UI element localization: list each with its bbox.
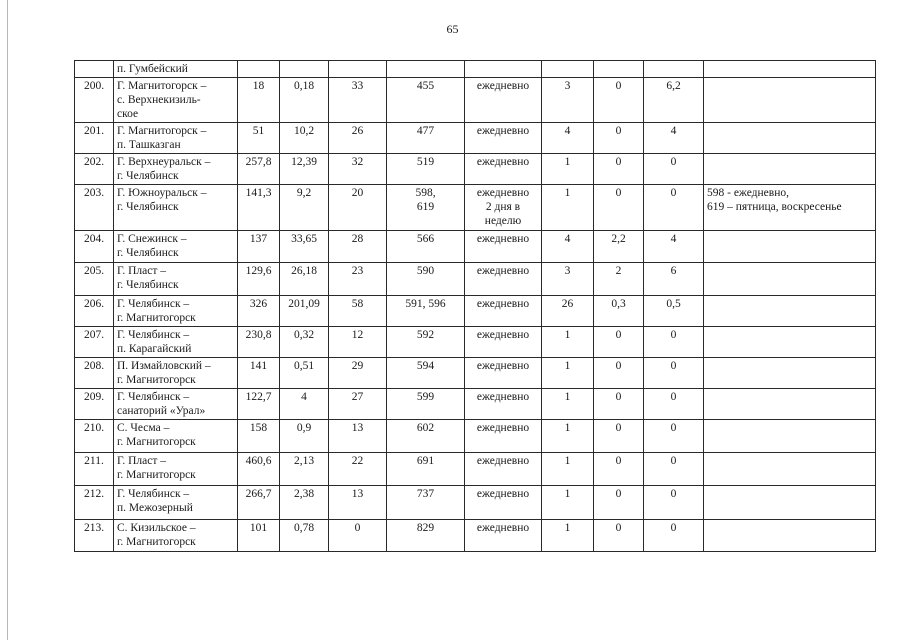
note-cell — [704, 231, 876, 263]
registration-number-cell — [387, 486, 465, 520]
carriers-cell: 28 — [329, 231, 387, 263]
registration-number-line: 737 — [416, 488, 435, 500]
route-cell — [114, 520, 238, 552]
value-3-cell: 0 — [644, 520, 704, 552]
note-line: 598 - ежедневно, — [707, 187, 789, 199]
row-number-cell: 200. — [75, 78, 114, 123]
routes-table — [74, 60, 876, 552]
frequency-line: ежедневно — [476, 488, 530, 500]
frequency-line: ежедневно — [476, 329, 530, 341]
route-line: Г. Магнитогорск – — [117, 80, 207, 92]
table-row — [75, 453, 876, 486]
value-2-cell: 0 — [594, 420, 644, 453]
flow-cell — [280, 61, 329, 78]
registration-number-line: 590 — [416, 265, 435, 277]
route-line: санаторий «Урал» — [117, 405, 206, 417]
value-1-cell: 3 — [542, 78, 594, 123]
value-2-cell: 0 — [594, 389, 644, 420]
registration-number-line: 566 — [416, 233, 435, 245]
registration-number-cell — [387, 420, 465, 453]
row-number-cell: 206. — [75, 296, 114, 327]
table-row — [75, 61, 876, 78]
route-line: г. Магнитогорск — [117, 436, 196, 448]
note-cell — [704, 486, 876, 520]
route-line: Г. Челябинск – — [117, 391, 190, 403]
note-cell — [704, 154, 876, 185]
route-line: Г. Южноуральск – — [117, 187, 207, 199]
value-1-cell: 3 — [542, 263, 594, 296]
value-1-cell: 1 — [542, 154, 594, 185]
value-3-cell — [644, 61, 704, 78]
value-1-cell: 1 — [542, 358, 594, 389]
value-2-cell: 0 — [594, 78, 644, 123]
registration-number-cell — [387, 231, 465, 263]
flow-cell: 2,38 — [280, 486, 329, 520]
value-3-cell: 4 — [644, 231, 704, 263]
carriers-cell: 32 — [329, 154, 387, 185]
frequency-line: неделю — [484, 215, 522, 227]
value-2-cell: 0 — [594, 154, 644, 185]
distance-cell — [238, 61, 280, 78]
row-number-cell — [75, 61, 114, 78]
note-cell — [704, 185, 876, 231]
value-2-cell: 2,2 — [594, 231, 644, 263]
value-1-cell: 1 — [542, 520, 594, 552]
scan-edge-line — [7, 0, 8, 640]
value-3-cell: 0 — [644, 185, 704, 231]
routes-table-body — [75, 61, 876, 552]
flow-cell: 0,9 — [280, 420, 329, 453]
registration-number-line: 591, 596 — [405, 298, 446, 310]
value-1-cell: 1 — [542, 486, 594, 520]
frequency-cell — [465, 61, 542, 78]
table-row — [75, 123, 876, 154]
value-2-cell: 0,3 — [594, 296, 644, 327]
row-number-cell: 204. — [75, 231, 114, 263]
table-row — [75, 327, 876, 358]
value-1-cell — [542, 61, 594, 78]
table-row — [75, 185, 876, 231]
note-cell — [704, 389, 876, 420]
value-1-cell: 1 — [542, 185, 594, 231]
value-2-cell: 0 — [594, 327, 644, 358]
frequency-line: ежедневно — [476, 80, 530, 92]
frequency-cell — [465, 231, 542, 263]
registration-number-cell — [387, 263, 465, 296]
flow-cell: 2,13 — [280, 453, 329, 486]
value-1-cell: 1 — [542, 389, 594, 420]
row-number-cell: 205. — [75, 263, 114, 296]
route-cell — [114, 123, 238, 154]
value-1-cell: 4 — [542, 231, 594, 263]
route-line: г. Челябинск — [117, 247, 179, 259]
registration-number-cell — [387, 453, 465, 486]
row-number-cell: 202. — [75, 154, 114, 185]
route-cell — [114, 185, 238, 231]
frequency-line: ежедневно — [476, 298, 530, 310]
registration-number-line: 477 — [416, 125, 435, 137]
route-line: Г. Челябинск – — [117, 488, 190, 500]
flow-cell: 0,51 — [280, 358, 329, 389]
route-cell — [114, 78, 238, 123]
value-3-cell: 0 — [644, 327, 704, 358]
route-cell — [114, 389, 238, 420]
flow-cell: 33,65 — [280, 231, 329, 263]
frequency-cell — [465, 154, 542, 185]
route-line: Г. Магнитогорск – — [117, 125, 207, 137]
note-cell — [704, 263, 876, 296]
route-cell — [114, 358, 238, 389]
route-line: С. Чесма – — [117, 422, 170, 434]
route-cell — [114, 486, 238, 520]
registration-number-cell — [387, 327, 465, 358]
flow-cell: 10,2 — [280, 123, 329, 154]
registration-number-line: 594 — [416, 360, 435, 372]
row-number-cell: 207. — [75, 327, 114, 358]
value-3-cell: 6,2 — [644, 78, 704, 123]
frequency-cell — [465, 185, 542, 231]
route-line: Г. Челябинск – — [117, 329, 190, 341]
row-number-cell: 208. — [75, 358, 114, 389]
value-2-cell: 0 — [594, 185, 644, 231]
route-line: г. Челябинск — [117, 170, 179, 182]
distance-cell: 122,7 — [238, 389, 280, 420]
distance-cell: 101 — [238, 520, 280, 552]
frequency-cell — [465, 420, 542, 453]
frequency-line: ежедневно — [476, 265, 530, 277]
route-line: с. Верхнекизиль- — [117, 94, 201, 106]
frequency-cell — [465, 123, 542, 154]
row-number-cell: 212. — [75, 486, 114, 520]
value-1-cell: 1 — [542, 420, 594, 453]
distance-cell: 141 — [238, 358, 280, 389]
value-3-cell: 0 — [644, 389, 704, 420]
route-cell — [114, 263, 238, 296]
route-line: Г. Пласт – — [117, 455, 167, 467]
distance-cell: 18 — [238, 78, 280, 123]
frequency-line: ежедневно — [476, 422, 530, 434]
route-line: г. Магнитогорск — [117, 312, 196, 324]
flow-cell: 12,39 — [280, 154, 329, 185]
registration-number-line: 599 — [416, 391, 435, 403]
registration-number-cell — [387, 296, 465, 327]
flow-cell: 0,32 — [280, 327, 329, 358]
route-cell — [114, 231, 238, 263]
frequency-line: ежедневно — [476, 156, 530, 168]
note-cell — [704, 61, 876, 78]
route-line: п. Межозерный — [117, 502, 193, 514]
registration-number-cell — [387, 358, 465, 389]
route-line: Г. Челябинск – — [117, 298, 190, 310]
route-line: ское — [117, 108, 139, 120]
note-cell — [704, 78, 876, 123]
frequency-line: ежедневно — [476, 125, 530, 137]
carriers-cell: 13 — [329, 420, 387, 453]
value-2-cell — [594, 61, 644, 78]
registration-number-line: 519 — [416, 156, 435, 168]
value-3-cell: 0 — [644, 154, 704, 185]
route-line: г. Магнитогорск — [117, 469, 196, 481]
carriers-cell — [329, 61, 387, 78]
row-number-cell: 213. — [75, 520, 114, 552]
value-3-cell: 0,5 — [644, 296, 704, 327]
value-3-cell: 6 — [644, 263, 704, 296]
registration-number-line: 829 — [416, 522, 435, 534]
value-3-cell: 0 — [644, 486, 704, 520]
carriers-cell: 58 — [329, 296, 387, 327]
value-3-cell: 4 — [644, 123, 704, 154]
frequency-line: ежедневно — [476, 455, 530, 467]
registration-number-line: 619 — [416, 201, 435, 213]
route-line: С. Кизильское – — [117, 522, 196, 534]
row-number-cell: 201. — [75, 123, 114, 154]
table-row — [75, 486, 876, 520]
registration-number-cell — [387, 78, 465, 123]
frequency-line: ежедневно — [476, 233, 530, 245]
flow-cell: 4 — [280, 389, 329, 420]
frequency-cell — [465, 453, 542, 486]
row-number-cell: 211. — [75, 453, 114, 486]
registration-number-line: 455 — [416, 80, 435, 92]
route-cell — [114, 327, 238, 358]
route-line: п. Ташказган — [117, 139, 181, 151]
frequency-cell — [465, 520, 542, 552]
value-3-cell: 0 — [644, 420, 704, 453]
value-1-cell: 26 — [542, 296, 594, 327]
carriers-cell: 33 — [329, 78, 387, 123]
route-cell — [114, 61, 238, 78]
route-cell — [114, 453, 238, 486]
note-cell — [704, 296, 876, 327]
frequency-line: ежедневно — [476, 391, 530, 403]
note-cell — [704, 453, 876, 486]
route-line: п. Карагайский — [117, 343, 192, 355]
registration-number-cell — [387, 61, 465, 78]
distance-cell: 266,7 — [238, 486, 280, 520]
table-row — [75, 296, 876, 327]
table-row — [75, 154, 876, 185]
frequency-cell — [465, 327, 542, 358]
carriers-cell: 27 — [329, 389, 387, 420]
note-cell — [704, 327, 876, 358]
note-cell — [704, 520, 876, 552]
route-cell — [114, 296, 238, 327]
frequency-cell — [465, 389, 542, 420]
frequency-line: ежедневно — [476, 522, 530, 534]
value-2-cell: 0 — [594, 453, 644, 486]
distance-cell: 257,8 — [238, 154, 280, 185]
route-cell — [114, 154, 238, 185]
value-3-cell: 0 — [644, 453, 704, 486]
flow-cell: 26,18 — [280, 263, 329, 296]
registration-number-line: 602 — [416, 422, 435, 434]
frequency-cell — [465, 296, 542, 327]
route-line: Г. Верхнеуральск – — [117, 156, 211, 168]
page-number: 65 — [446, 22, 459, 36]
route-line: г. Магнитогорск — [117, 536, 196, 548]
frequency-cell — [465, 78, 542, 123]
table-row — [75, 389, 876, 420]
note-cell — [704, 420, 876, 453]
carriers-cell: 26 — [329, 123, 387, 154]
frequency-cell — [465, 263, 542, 296]
value-2-cell: 0 — [594, 520, 644, 552]
carriers-cell: 23 — [329, 263, 387, 296]
registration-number-line: 598, — [415, 187, 436, 199]
route-line: Г. Снежинск – — [117, 233, 187, 245]
row-number-cell: 210. — [75, 420, 114, 453]
distance-cell: 141,3 — [238, 185, 280, 231]
registration-number-cell — [387, 185, 465, 231]
route-cell — [114, 420, 238, 453]
value-2-cell: 2 — [594, 263, 644, 296]
table-row — [75, 358, 876, 389]
registration-number-cell — [387, 520, 465, 552]
frequency-cell — [465, 486, 542, 520]
distance-cell: 230,8 — [238, 327, 280, 358]
value-1-cell: 1 — [542, 453, 594, 486]
flow-cell: 0,78 — [280, 520, 329, 552]
carriers-cell: 20 — [329, 185, 387, 231]
table-row — [75, 78, 876, 123]
route-line: Г. Пласт – — [117, 265, 167, 277]
carriers-cell: 22 — [329, 453, 387, 486]
frequency-cell — [465, 358, 542, 389]
carriers-cell: 29 — [329, 358, 387, 389]
registration-number-cell — [387, 123, 465, 154]
value-2-cell: 0 — [594, 358, 644, 389]
distance-cell: 158 — [238, 420, 280, 453]
frequency-line: 2 дня в — [485, 201, 521, 213]
table-row — [75, 420, 876, 453]
distance-cell: 460,6 — [238, 453, 280, 486]
table-row — [75, 520, 876, 552]
registration-number-line: 592 — [416, 329, 435, 341]
route-line: г. Челябинск — [117, 201, 179, 213]
note-line: 619 – пятница, воскресенье — [707, 201, 842, 213]
table-row — [75, 263, 876, 296]
table-row — [75, 231, 876, 263]
carriers-cell: 12 — [329, 327, 387, 358]
value-2-cell: 0 — [594, 486, 644, 520]
value-2-cell: 0 — [594, 123, 644, 154]
flow-cell: 201,09 — [280, 296, 329, 327]
registration-number-cell — [387, 389, 465, 420]
value-1-cell: 4 — [542, 123, 594, 154]
distance-cell: 129,6 — [238, 263, 280, 296]
registration-number-cell — [387, 154, 465, 185]
note-cell — [704, 123, 876, 154]
row-number-cell: 209. — [75, 389, 114, 420]
registration-number-line: 691 — [416, 455, 435, 467]
route-line: П. Измайловский – — [117, 360, 211, 372]
note-cell — [704, 358, 876, 389]
carriers-cell: 13 — [329, 486, 387, 520]
flow-cell: 9,2 — [280, 185, 329, 231]
distance-cell: 51 — [238, 123, 280, 154]
frequency-line: ежедневно — [476, 187, 530, 199]
route-line: п. Гумбейский — [117, 63, 188, 75]
route-line: г. Челябинск — [117, 279, 179, 291]
distance-cell: 326 — [238, 296, 280, 327]
row-number-cell: 203. — [75, 185, 114, 231]
flow-cell: 0,18 — [280, 78, 329, 123]
frequency-line: ежедневно — [476, 360, 530, 372]
route-line: г. Магнитогорск — [117, 374, 196, 386]
distance-cell: 137 — [238, 231, 280, 263]
value-1-cell: 1 — [542, 327, 594, 358]
value-3-cell: 0 — [644, 358, 704, 389]
carriers-cell: 0 — [329, 520, 387, 552]
